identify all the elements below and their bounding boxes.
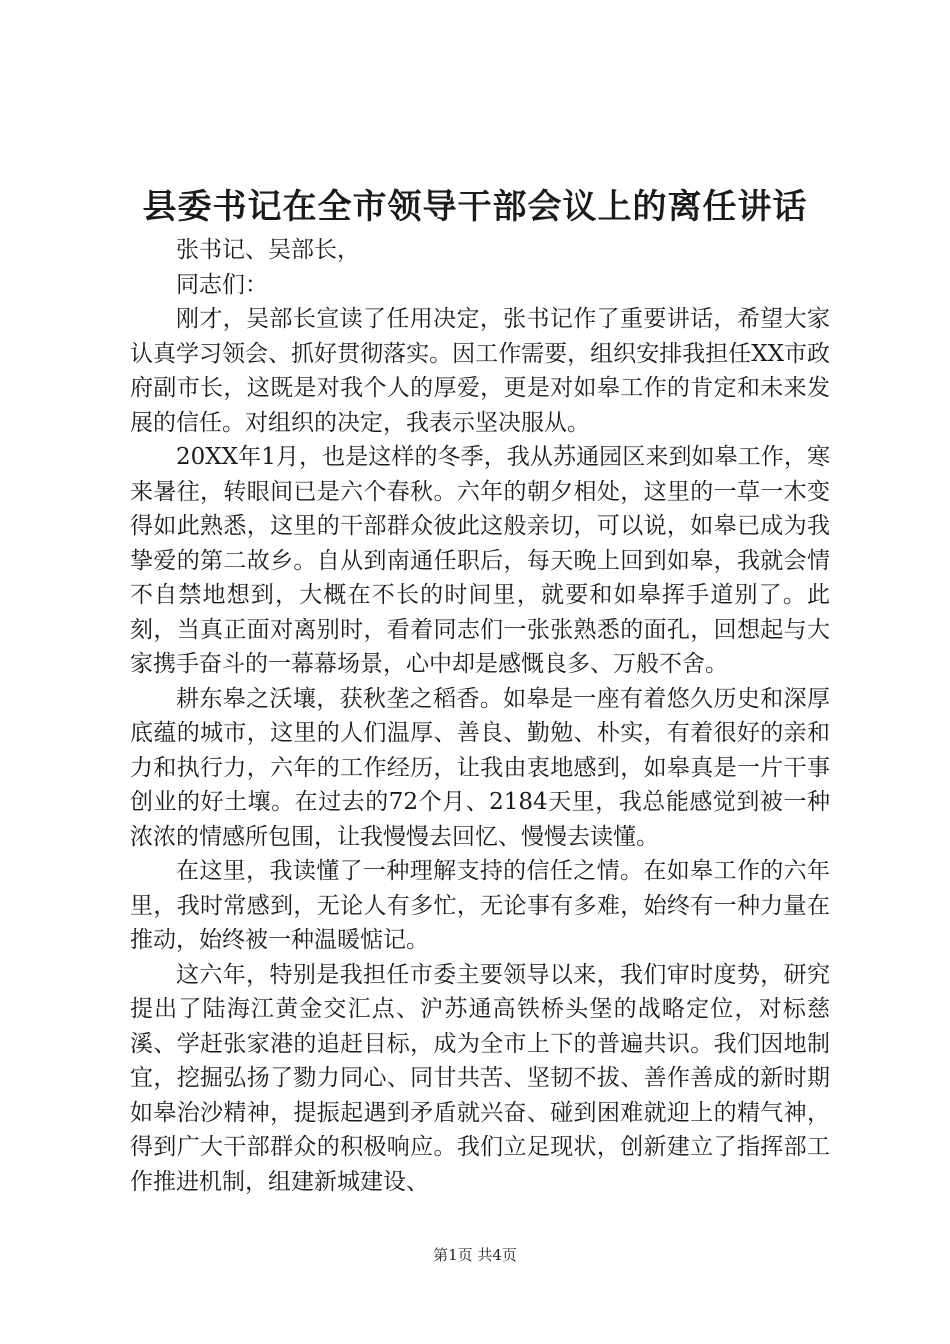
paragraph-1: 刚才，吴部长宣读了任用决定，张书记作了重要讲话，希望大家认真学习领会、抓好贯彻落实。因工作需要，组织安排我担任XX市政府副市长，这既是对我个人的厚爱，更是对如皋工作的肯定和未来发展的信任。对组织的决定，我表示坚决服从。 bbox=[130, 306, 830, 436]
paragraph-2: 20XX年1月，也是这样的冬季，我从苏通园区来到如皋工作，寒来暑往，转眼间已是六个春秋。六年的朝夕相处，这里的一草一木变得如此熟悉，这里的干部群众彼此这般亲切，可以说，如皋已成为我挚爱的第二故乡。自从到南通任职后，每天晚上回到如皋，我就会情不自禁地想到，大概在不长的时间里，就要和如皋挥手道别了。此刻，当真正面对离别时，看着同志们一张张熟悉的面孔，回想起与大家携手奋斗的一幕幕场景，心中却是感慨良多、万般不舍。 bbox=[130, 444, 830, 677]
paragraph-4: 在这里，我读懂了一种理解支持的信任之情。在如皋工作的六年里，我时常感到，无论人有多忙，无论事有多难，始终有一种力量在推动，始终被一种温暖惦记。 bbox=[130, 858, 830, 953]
salutation-line-1: 张书记、吴部长， bbox=[176, 237, 360, 263]
page-number-footer: 第1页 共4页 bbox=[433, 1246, 517, 1264]
paragraph-3: 耕东皋之沃壤，获秋垄之稻香。如皋是一座有着悠久历史和深厚底蕴的城市，这里的人们温厚、善良、勤勉、朴实，有着很好的亲和力和执行力，六年的工作经历，让我由衷地感到，如皋真是一片干事创业的好土壤。在过去的72个月、2184天里，我总能感觉到被一种浓浓的情感所包围，让我慢慢去回忆、慢慢去读懂。 bbox=[130, 685, 830, 850]
document-title: 县委书记在全市领导干部会议上的离任讲话 bbox=[142, 187, 808, 227]
document-body bbox=[130, 233, 830, 1199]
salutation-line-2: 同志们： bbox=[176, 271, 268, 298]
paragraph-5: 这六年，特别是我担任市委主要领导以来，我们审时度势，研究提出了陆海江黄金交汇点、沪苏通高铁桥头堡的战略定位，对标慈溪、学赶张家港的追赶目标，成为全市上下的普遍共识。我们因地制宜，挖掘弘扬了勠力同心、同甘共苦、坚韧不拔、善作善成的新时期如皋治沙精神，提振起遇到矛盾就兴奋、碰到困难就迎上的精气神，得到广大干部群众的积极响应。我们立足现状，创新建立了指挥部工作推进机制，组建新城建设、 bbox=[130, 961, 830, 1195]
